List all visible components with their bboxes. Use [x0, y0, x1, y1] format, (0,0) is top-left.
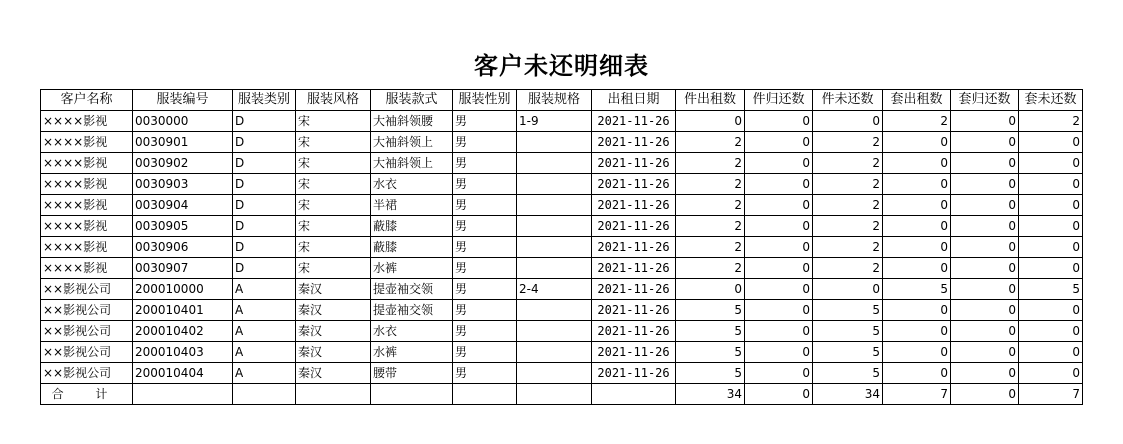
sets-rented-cell: 0	[883, 342, 951, 363]
sets-unreturned-cell: 0	[1019, 132, 1083, 153]
column-header: 客户名称	[41, 90, 133, 111]
costume-id-cell: 0030902	[133, 153, 233, 174]
pieces-unreturned-cell: 5	[813, 321, 883, 342]
pieces-rented-cell: 2	[676, 174, 745, 195]
costume-size-cell	[517, 321, 592, 342]
pieces-rented-cell: 2	[676, 216, 745, 237]
sets-unreturned-cell: 5	[1019, 279, 1083, 300]
pieces-rented-cell: 5	[676, 321, 745, 342]
rental-date-cell: 2021-11-26	[592, 153, 676, 174]
costume-id-cell: 200010404	[133, 363, 233, 384]
pieces-unreturned-cell: 0	[813, 279, 883, 300]
total-row	[41, 384, 1083, 405]
sets-returned-cell: 0	[951, 153, 1019, 174]
sets-rented-cell: 0	[883, 237, 951, 258]
pieces-returned-cell: 0	[745, 195, 813, 216]
costume-size-cell	[517, 258, 592, 279]
customer-name-cell: ××影视公司	[41, 321, 133, 342]
sets-returned-cell: 0	[951, 132, 1019, 153]
sets-rented-cell: 2	[883, 111, 951, 132]
sets-returned-cell: 0	[951, 258, 1019, 279]
rental-date-cell: 2021-11-26	[592, 111, 676, 132]
pieces-returned-cell: 0	[745, 111, 813, 132]
costume-id-cell: 0030907	[133, 258, 233, 279]
pieces-rented-cell: 2	[676, 195, 745, 216]
sets-returned-cell: 0	[951, 195, 1019, 216]
pieces-rented-cell: 2	[676, 258, 745, 279]
table-row	[41, 300, 1083, 321]
column-header: 服装编号	[133, 90, 233, 111]
costume-design-cell: 大袖斜领上	[371, 153, 453, 174]
pieces-rented-cell: 2	[676, 132, 745, 153]
column-header: 套未还数	[1019, 90, 1083, 111]
sets-rented-cell: 0	[883, 195, 951, 216]
rental-date-cell: 2021-11-26	[592, 363, 676, 384]
total-cell	[371, 384, 453, 405]
pieces-returned-cell: 0	[745, 153, 813, 174]
rental-date-cell: 2021-11-26	[592, 216, 676, 237]
costume-category-cell: D	[233, 111, 296, 132]
costume-category-cell: A	[233, 363, 296, 384]
column-header: 套归还数	[951, 90, 1019, 111]
pieces-unreturned-cell: 5	[813, 363, 883, 384]
costume-style-cell: 秦汉	[296, 342, 371, 363]
costume-gender-cell: 男	[453, 111, 517, 132]
costume-category-cell: D	[233, 216, 296, 237]
total-cell	[296, 384, 371, 405]
costume-size-cell	[517, 174, 592, 195]
costume-size-cell	[517, 300, 592, 321]
sets-unreturned-cell: 2	[1019, 111, 1083, 132]
column-header: 服装款式	[371, 90, 453, 111]
costume-design-cell: 提壶袖交领	[371, 279, 453, 300]
sets-unreturned-cell: 0	[1019, 342, 1083, 363]
sets-returned-cell: 0	[951, 342, 1019, 363]
table-row	[41, 279, 1083, 300]
costume-gender-cell: 男	[453, 321, 517, 342]
pieces-rented-cell: 0	[676, 111, 745, 132]
costume-id-cell: 0030000	[133, 111, 233, 132]
sets-returned-cell: 0	[951, 363, 1019, 384]
total-cell: 34	[813, 384, 883, 405]
sets-unreturned-cell: 0	[1019, 300, 1083, 321]
sets-unreturned-cell: 0	[1019, 174, 1083, 195]
table-row	[41, 216, 1083, 237]
pieces-rented-cell: 2	[676, 153, 745, 174]
total-cell	[517, 384, 592, 405]
costume-gender-cell: 男	[453, 279, 517, 300]
column-header: 件归还数	[745, 90, 813, 111]
costume-category-cell: A	[233, 300, 296, 321]
total-label: 合 计	[41, 384, 133, 405]
costume-design-cell: 蔽膝	[371, 216, 453, 237]
costume-id-cell: 0030906	[133, 237, 233, 258]
costume-design-cell: 大袖斜领上	[371, 132, 453, 153]
table-row	[41, 342, 1083, 363]
costume-category-cell: A	[233, 342, 296, 363]
pieces-unreturned-cell: 2	[813, 174, 883, 195]
sets-rented-cell: 0	[883, 216, 951, 237]
header-row	[41, 90, 1083, 111]
pieces-returned-cell: 0	[745, 258, 813, 279]
sets-unreturned-cell: 0	[1019, 153, 1083, 174]
table-row	[41, 237, 1083, 258]
costume-style-cell: 宋	[296, 174, 371, 195]
sets-returned-cell: 0	[951, 321, 1019, 342]
pieces-returned-cell: 0	[745, 300, 813, 321]
sets-unreturned-cell: 0	[1019, 258, 1083, 279]
costume-design-cell: 水裤	[371, 342, 453, 363]
costume-id-cell: 0030904	[133, 195, 233, 216]
costume-id-cell: 200010401	[133, 300, 233, 321]
sets-unreturned-cell: 0	[1019, 195, 1083, 216]
costume-size-cell	[517, 153, 592, 174]
costume-id-cell: 0030901	[133, 132, 233, 153]
total-cell: 7	[883, 384, 951, 405]
column-header: 出租日期	[592, 90, 676, 111]
pieces-returned-cell: 0	[745, 216, 813, 237]
table-row	[41, 111, 1083, 132]
costume-style-cell: 宋	[296, 195, 371, 216]
rental-date-cell: 2021-11-26	[592, 321, 676, 342]
costume-gender-cell: 男	[453, 195, 517, 216]
pieces-unreturned-cell: 2	[813, 237, 883, 258]
sets-unreturned-cell: 0	[1019, 216, 1083, 237]
pieces-returned-cell: 0	[745, 279, 813, 300]
total-cell	[592, 384, 676, 405]
pieces-unreturned-cell: 2	[813, 153, 883, 174]
costume-id-cell: 200010402	[133, 321, 233, 342]
costume-category-cell: D	[233, 132, 296, 153]
sets-rented-cell: 0	[883, 363, 951, 384]
pieces-unreturned-cell: 2	[813, 195, 883, 216]
sets-rented-cell: 0	[883, 321, 951, 342]
sets-rented-cell: 0	[883, 300, 951, 321]
pieces-returned-cell: 0	[745, 174, 813, 195]
table-row	[41, 132, 1083, 153]
costume-size-cell	[517, 342, 592, 363]
pieces-unreturned-cell: 0	[813, 111, 883, 132]
customer-name-cell: ××影视公司	[41, 363, 133, 384]
customer-name-cell: ××××影视	[41, 174, 133, 195]
costume-style-cell: 宋	[296, 111, 371, 132]
costume-style-cell: 秦汉	[296, 363, 371, 384]
sets-returned-cell: 0	[951, 237, 1019, 258]
rental-date-cell: 2021-11-26	[592, 195, 676, 216]
total-cell	[133, 384, 233, 405]
costume-size-cell	[517, 237, 592, 258]
costume-id-cell: 200010000	[133, 279, 233, 300]
total-cell	[233, 384, 296, 405]
sets-returned-cell: 0	[951, 111, 1019, 132]
costume-design-cell: 提壶袖交领	[371, 300, 453, 321]
pieces-returned-cell: 0	[745, 363, 813, 384]
total-cell: 0	[951, 384, 1019, 405]
sets-rented-cell: 0	[883, 153, 951, 174]
rental-date-cell: 2021-11-26	[592, 342, 676, 363]
pieces-returned-cell: 0	[745, 132, 813, 153]
costume-style-cell: 秦汉	[296, 279, 371, 300]
customer-name-cell: ××影视公司	[41, 300, 133, 321]
rental-date-cell: 2021-11-26	[592, 279, 676, 300]
table-row	[41, 153, 1083, 174]
customer-name-cell: ××××影视	[41, 132, 133, 153]
customer-name-cell: ××影视公司	[41, 342, 133, 363]
pieces-unreturned-cell: 5	[813, 300, 883, 321]
customer-name-cell: ××××影视	[41, 237, 133, 258]
customer-name-cell: ××××影视	[41, 153, 133, 174]
sets-returned-cell: 0	[951, 300, 1019, 321]
costume-gender-cell: 男	[453, 342, 517, 363]
costume-gender-cell: 男	[453, 174, 517, 195]
costume-size-cell	[517, 132, 592, 153]
rental-date-cell: 2021-11-26	[592, 258, 676, 279]
costume-category-cell: D	[233, 195, 296, 216]
costume-style-cell: 宋	[296, 153, 371, 174]
sets-rented-cell: 0	[883, 174, 951, 195]
costume-design-cell: 腰带	[371, 363, 453, 384]
sets-returned-cell: 0	[951, 279, 1019, 300]
sets-unreturned-cell: 0	[1019, 237, 1083, 258]
costume-gender-cell: 男	[453, 258, 517, 279]
pieces-unreturned-cell: 2	[813, 258, 883, 279]
customer-name-cell: ××××影视	[41, 258, 133, 279]
costume-style-cell: 宋	[296, 132, 371, 153]
table-row	[41, 174, 1083, 195]
costume-category-cell: D	[233, 237, 296, 258]
sets-rented-cell: 0	[883, 132, 951, 153]
costume-size-cell: 2-4	[517, 279, 592, 300]
customer-name-cell: ××影视公司	[41, 279, 133, 300]
table-row	[41, 258, 1083, 279]
costume-design-cell: 水衣	[371, 321, 453, 342]
table-row	[41, 363, 1083, 384]
table-row	[41, 195, 1083, 216]
pieces-unreturned-cell: 5	[813, 342, 883, 363]
column-header: 件未还数	[813, 90, 883, 111]
table-body	[41, 111, 1083, 384]
sets-rented-cell: 5	[883, 279, 951, 300]
pieces-rented-cell: 5	[676, 342, 745, 363]
pieces-returned-cell: 0	[745, 237, 813, 258]
costume-style-cell: 秦汉	[296, 300, 371, 321]
costume-design-cell: 蔽膝	[371, 237, 453, 258]
pieces-returned-cell: 0	[745, 342, 813, 363]
costume-id-cell: 0030903	[133, 174, 233, 195]
unreturned-detail-table	[40, 89, 1083, 405]
pieces-rented-cell: 0	[676, 279, 745, 300]
costume-gender-cell: 男	[453, 216, 517, 237]
costume-style-cell: 宋	[296, 237, 371, 258]
sets-rented-cell: 0	[883, 258, 951, 279]
costume-design-cell: 水裤	[371, 258, 453, 279]
rental-date-cell: 2021-11-26	[592, 174, 676, 195]
column-header: 件出租数	[676, 90, 745, 111]
pieces-unreturned-cell: 2	[813, 216, 883, 237]
costume-style-cell: 宋	[296, 258, 371, 279]
table-row	[41, 321, 1083, 342]
costume-gender-cell: 男	[453, 153, 517, 174]
costume-design-cell: 水衣	[371, 174, 453, 195]
costume-category-cell: D	[233, 258, 296, 279]
costume-size-cell: 1-9	[517, 111, 592, 132]
column-header: 服装性别	[453, 90, 517, 111]
pieces-rented-cell: 5	[676, 363, 745, 384]
total-cell: 7	[1019, 384, 1083, 405]
sets-returned-cell: 0	[951, 174, 1019, 195]
costume-id-cell: 200010403	[133, 342, 233, 363]
pieces-unreturned-cell: 2	[813, 132, 883, 153]
pieces-returned-cell: 0	[745, 321, 813, 342]
costume-gender-cell: 男	[453, 132, 517, 153]
customer-name-cell: ××××影视	[41, 111, 133, 132]
rental-date-cell: 2021-11-26	[592, 237, 676, 258]
total-cell: 0	[745, 384, 813, 405]
costume-size-cell	[517, 216, 592, 237]
costume-size-cell	[517, 195, 592, 216]
costume-design-cell: 半裙	[371, 195, 453, 216]
column-header: 服装风格	[296, 90, 371, 111]
sets-unreturned-cell: 0	[1019, 321, 1083, 342]
costume-category-cell: D	[233, 153, 296, 174]
column-header: 服装规格	[517, 90, 592, 111]
pieces-rented-cell: 5	[676, 300, 745, 321]
costume-size-cell	[517, 363, 592, 384]
costume-gender-cell: 男	[453, 237, 517, 258]
total-cell	[453, 384, 517, 405]
sets-unreturned-cell: 0	[1019, 363, 1083, 384]
customer-name-cell: ××××影视	[41, 195, 133, 216]
costume-design-cell: 大袖斜领腰	[371, 111, 453, 132]
customer-name-cell: ××××影视	[41, 216, 133, 237]
column-header: 服装类别	[233, 90, 296, 111]
costume-category-cell: A	[233, 279, 296, 300]
costume-style-cell: 秦汉	[296, 321, 371, 342]
costume-category-cell: A	[233, 321, 296, 342]
rental-date-cell: 2021-11-26	[592, 300, 676, 321]
pieces-rented-cell: 2	[676, 237, 745, 258]
sets-returned-cell: 0	[951, 216, 1019, 237]
report-title: 客户未还明细表	[474, 51, 649, 80]
rental-date-cell: 2021-11-26	[592, 132, 676, 153]
costume-gender-cell: 男	[453, 300, 517, 321]
costume-id-cell: 0030905	[133, 216, 233, 237]
costume-category-cell: D	[233, 174, 296, 195]
column-header: 套出租数	[883, 90, 951, 111]
costume-gender-cell: 男	[453, 363, 517, 384]
costume-style-cell: 宋	[296, 216, 371, 237]
total-cell: 34	[676, 384, 745, 405]
